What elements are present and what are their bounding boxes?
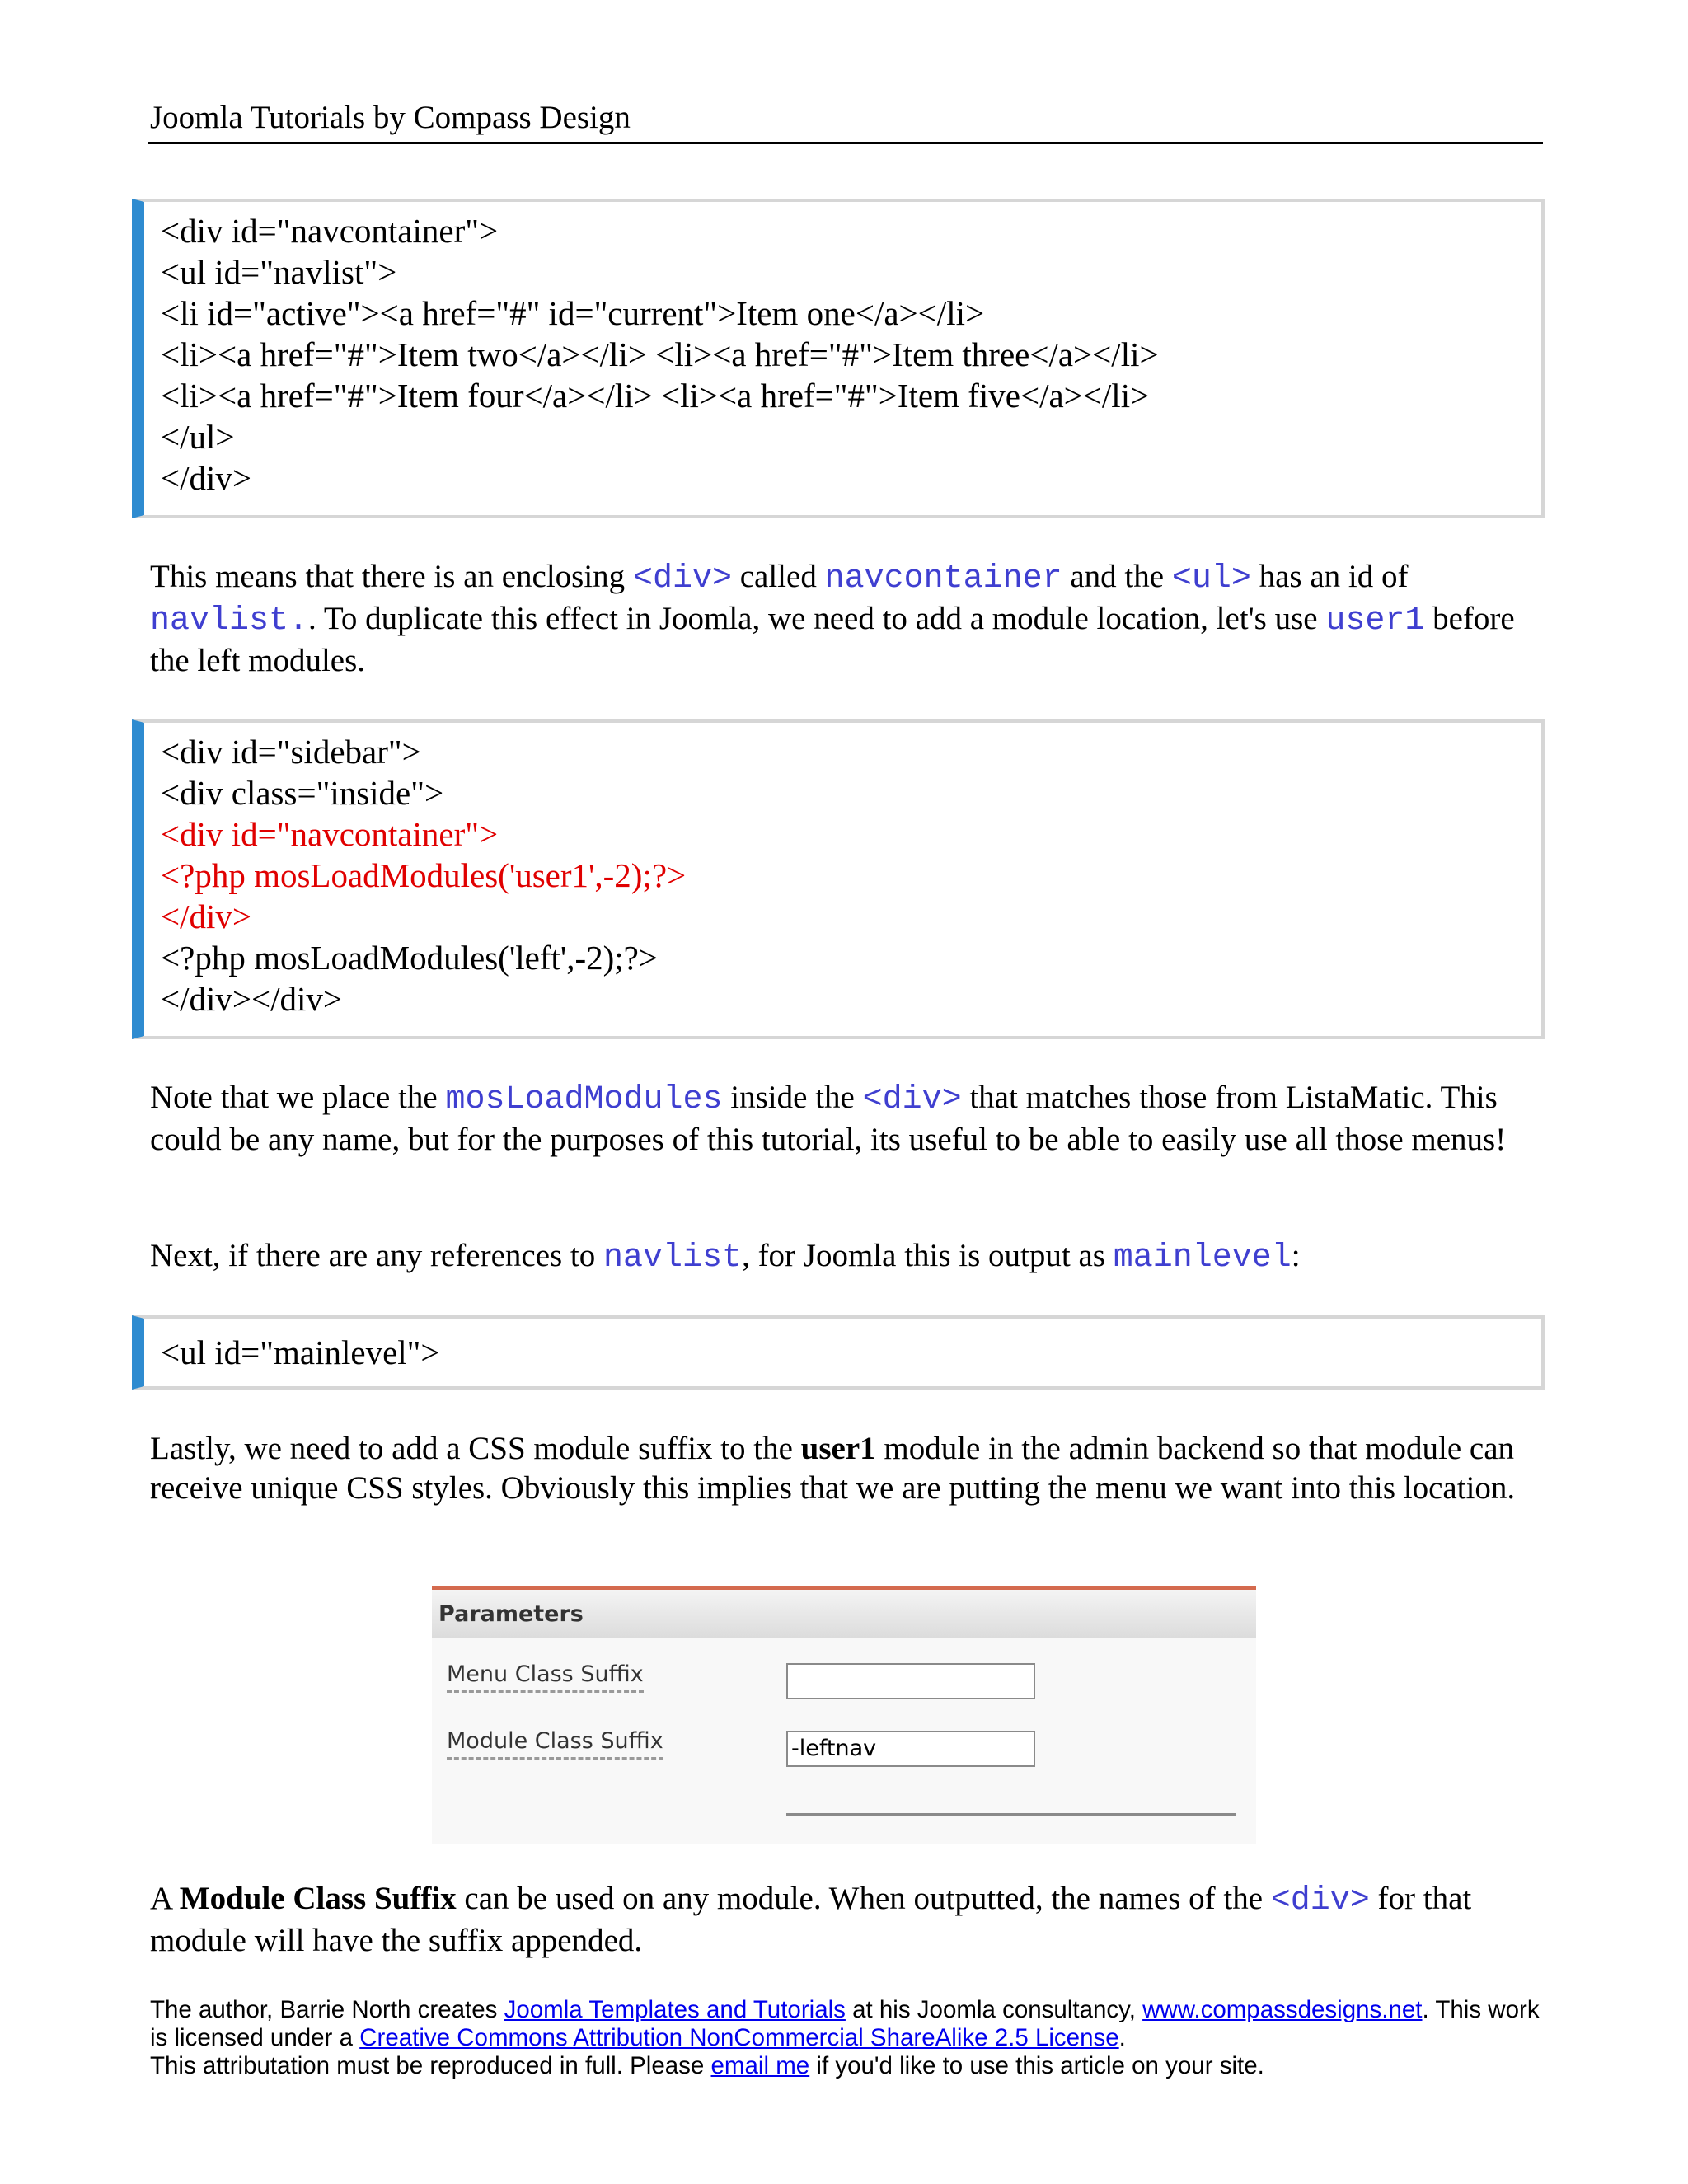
code-line: <div id="sidebar"> xyxy=(161,733,421,771)
text: and the xyxy=(1062,559,1172,594)
text: inside the xyxy=(722,1080,863,1115)
email-me-link[interactable]: email me xyxy=(710,2052,810,2079)
joomla-templates-link[interactable]: Joomla Templates and Tutorials xyxy=(504,1996,846,2023)
module-class-suffix-label: Module Class Suffix xyxy=(447,1728,663,1760)
header-title: Joomla Tutorials by Compass Design xyxy=(150,100,631,135)
code-inline: <div> xyxy=(1270,1882,1370,1919)
bold-text: user1 xyxy=(800,1431,876,1466)
code-line: </div></div> xyxy=(161,980,343,1018)
text: The author, Barrie North creates xyxy=(150,1996,504,2023)
footer-attribution xyxy=(150,1996,1551,2080)
code-line: <ul id="navlist"> xyxy=(161,253,397,291)
code-block-sidebar xyxy=(132,719,1545,1039)
paragraph-next xyxy=(150,1236,1551,1278)
code-inline: <div> xyxy=(862,1081,962,1118)
module-class-suffix-input[interactable]: -leftnav xyxy=(786,1731,1035,1767)
code-line-highlighted: <?php mosLoadModules('user1',-2);?> xyxy=(161,856,687,894)
text: at his Joomla consultancy, xyxy=(845,1996,1143,2023)
text: before the left modules. xyxy=(150,601,1515,678)
code-inline: user1 xyxy=(1325,602,1425,640)
code-line: </div> xyxy=(161,459,252,497)
text: . To duplicate this effect in Joomla, we need to add a module location, let's use xyxy=(308,601,1326,636)
code-inline: mosLoadModules xyxy=(445,1081,723,1118)
menu-class-suffix-input[interactable] xyxy=(786,1663,1035,1699)
divider xyxy=(786,1813,1236,1816)
code-inline: navlist xyxy=(603,1240,743,1277)
code-inline: mainlevel xyxy=(1113,1240,1292,1277)
text: can be used on any module. When outputted, the names of the xyxy=(456,1881,1271,1916)
text: Lastly, we need to add a CSS module suffix to the xyxy=(150,1431,801,1466)
code-inline: <ul> xyxy=(1171,560,1251,598)
text: . xyxy=(1118,2024,1126,2051)
code-inline: navlist. xyxy=(150,602,309,640)
text: called xyxy=(731,559,825,594)
bold-text: Module Class Suffix xyxy=(179,1881,457,1916)
parameters-screenshot xyxy=(432,1586,1256,1844)
text: module in the admin backend so that module can receive unique CSS styles. Obviously this implies that we are putting the menu we want into this location. xyxy=(150,1431,1516,1506)
code-line: <ul id="mainlevel"> xyxy=(161,1333,440,1371)
text: This attributation must be reproduced in full. Please xyxy=(150,2052,711,2079)
code-line: <li id="active"><a href="#" id="current">Item one</a></li> xyxy=(161,294,985,332)
parameters-heading: Parameters xyxy=(438,1601,584,1627)
text: : xyxy=(1291,1238,1301,1273)
code-line: <div id="navcontainer"> xyxy=(161,212,499,250)
text: Note that we place the xyxy=(150,1080,446,1115)
paragraph-lastly xyxy=(150,1429,1551,1508)
paragraph-note xyxy=(150,1078,1551,1160)
text: Next, if there are any references to xyxy=(150,1238,604,1273)
text: This means that there is an enclosing xyxy=(150,559,633,594)
code-line: <?php mosLoadModules('left',-2);?> xyxy=(161,939,658,977)
text: . This work is licensed under a xyxy=(150,1996,1540,2051)
code-inline: navcontainer xyxy=(824,560,1062,598)
menu-class-suffix-label: Menu Class Suffix xyxy=(447,1661,644,1693)
code-line-highlighted: </div> xyxy=(161,898,252,935)
text: has an id of xyxy=(1250,559,1409,594)
text: , for Joomla this is output as xyxy=(742,1238,1114,1273)
compassdesigns-link[interactable]: www.compassdesigns.net xyxy=(1142,1996,1423,2023)
creative-commons-link[interactable]: Creative Commons Attribution NonCommercial ShareAlike 2.5 License xyxy=(359,2024,1119,2051)
code-line: </ul> xyxy=(161,418,235,456)
text: for that module will have the suffix appended. xyxy=(150,1881,1472,1958)
code-line: <li><a href="#">Item four</a></li> <li><a href="#">Item five</a></li> xyxy=(161,377,1150,415)
text: that matches those from ListaMatic. This could be any name, but for the purposes of this tutorial, its useful to be able to easily use all those menus! xyxy=(150,1080,1507,1157)
text: if you'd like to use this article on your site. xyxy=(809,2052,1264,2079)
page-header xyxy=(148,97,1543,144)
code-block-mainlevel xyxy=(132,1315,1545,1390)
parameters-header xyxy=(432,1590,1256,1638)
text: A xyxy=(150,1881,180,1916)
code-inline: <div> xyxy=(632,560,732,598)
code-line: <li><a href="#">Item two</a></li> <li><a href="#">Item three</a></li> xyxy=(161,335,1159,373)
code-block-navcontainer xyxy=(132,199,1545,518)
paragraph-module-class-suffix xyxy=(150,1879,1551,1961)
code-line-highlighted: <div id="navcontainer"> xyxy=(161,815,499,853)
paragraph-enclosing-div xyxy=(150,557,1551,681)
code-line: <div class="inside"> xyxy=(161,774,444,812)
